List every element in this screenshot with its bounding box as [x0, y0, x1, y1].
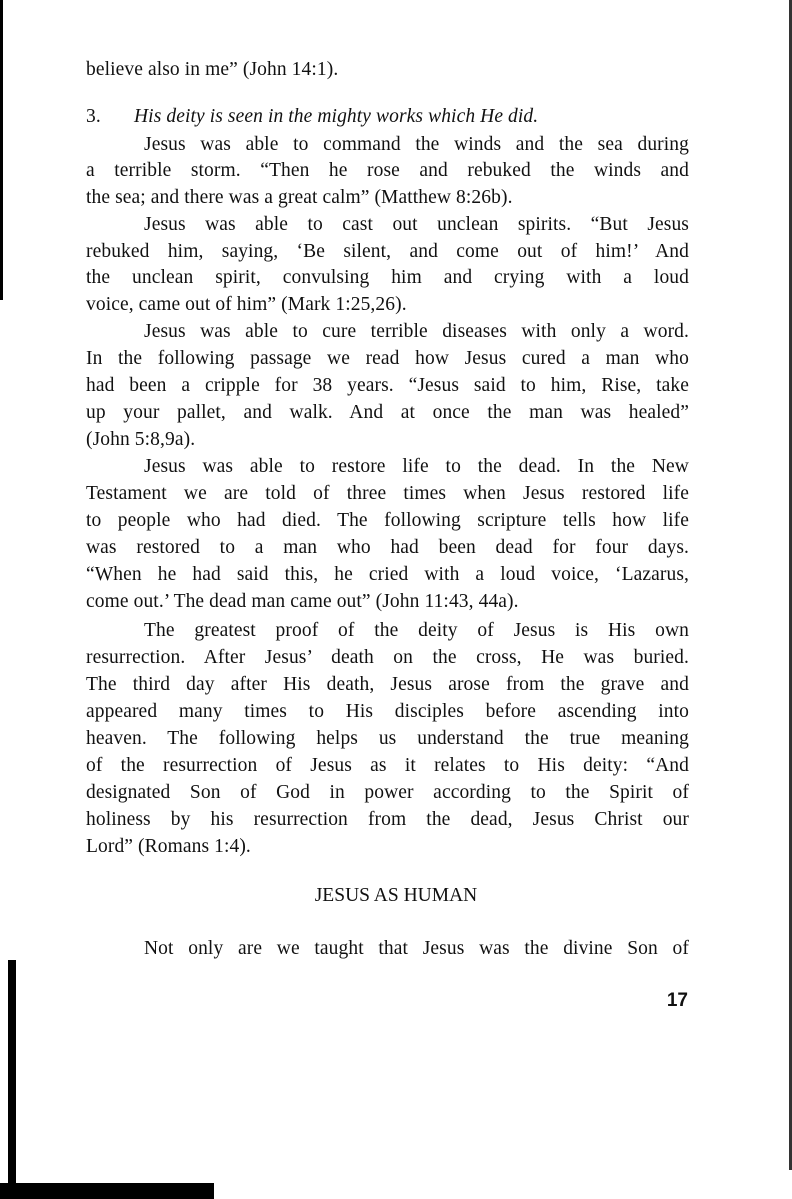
text-line: Testament we are told of three times when Jesus restored life — [86, 483, 689, 504]
text-line: to people who had died. The following scripture tells how life — [86, 510, 689, 531]
text-line: Jesus was able to cast out unclean spirits. “But Jesus — [144, 214, 689, 235]
text-line: had been a cripple for 38 years. “Jesus said to him, Rise, take — [86, 375, 689, 396]
point-number: 3. — [86, 106, 101, 127]
text-line: designated Son of God in power according to the Spirit of — [86, 782, 689, 803]
text-line: the unclean spirit, convulsing him and crying with a loud — [86, 267, 689, 288]
page-left-edge-lower — [8, 960, 16, 1190]
numbered-point-heading — [86, 104, 689, 130]
text-line: appeared many times to His disciples before ascending into — [86, 701, 689, 722]
text-line: was restored to a man who had been dead for four days. — [86, 537, 689, 558]
text-line: up your pallet, and walk. And at once the man was healed” — [86, 402, 689, 423]
text-line: The greatest proof of the deity of Jesus is His own — [144, 620, 689, 641]
page-number: 17 — [666, 990, 688, 1011]
text-line: Not only are we taught that Jesus was the divine Son of — [144, 938, 689, 959]
point-title: His deity is seen in the mighty works which He did. — [134, 106, 539, 127]
text-line: holiness by his resurrection from the dead, Jesus Christ our — [86, 809, 689, 830]
text-line: the sea; and there was a great calm” (Matthew 8:26b). — [86, 187, 513, 208]
section-heading: JESUS AS HUMAN — [314, 885, 478, 906]
text-line: Lord” (Romans 1:4). — [86, 836, 251, 857]
page-bottom-edge — [0, 1183, 214, 1199]
text-line: (John 5:8,9a). — [86, 429, 196, 450]
text-line: of the resurrection of Jesus as it relates to His deity: “And — [86, 755, 689, 776]
text-line: In the following passage we read how Jesus cured a man who — [86, 348, 689, 369]
text-line: resurrection. After Jesus’ death on the cross, He was buried. — [86, 647, 689, 668]
text-line: a terrible storm. “Then he rose and rebuked the winds and — [86, 160, 689, 181]
page-left-edge — [0, 0, 3, 300]
text-line: rebuked him, saying, ‘Be silent, and come out of him!’ And — [86, 241, 689, 262]
text-line: come out.’ The dead man came out” (John 11:43, 44a). — [86, 591, 519, 612]
text-line: voice, came out of him” (Mark 1:25,26). — [86, 294, 407, 315]
text-line: believe also in me” (John 14:1). — [86, 59, 339, 80]
text-line: Jesus was able to cure terrible diseases with only a word. — [144, 321, 689, 342]
text-line: The third day after His death, Jesus arose from the grave and — [86, 674, 689, 695]
text-line: “When he had said this, he cried with a loud voice, ‘Lazarus, — [86, 564, 689, 585]
text-line: Jesus was able to restore life to the dead. In the New — [144, 456, 689, 477]
text-line: heaven. The following helps us understand the true meaning — [86, 728, 689, 749]
text-line: Jesus was able to command the winds and the sea during — [144, 134, 689, 155]
